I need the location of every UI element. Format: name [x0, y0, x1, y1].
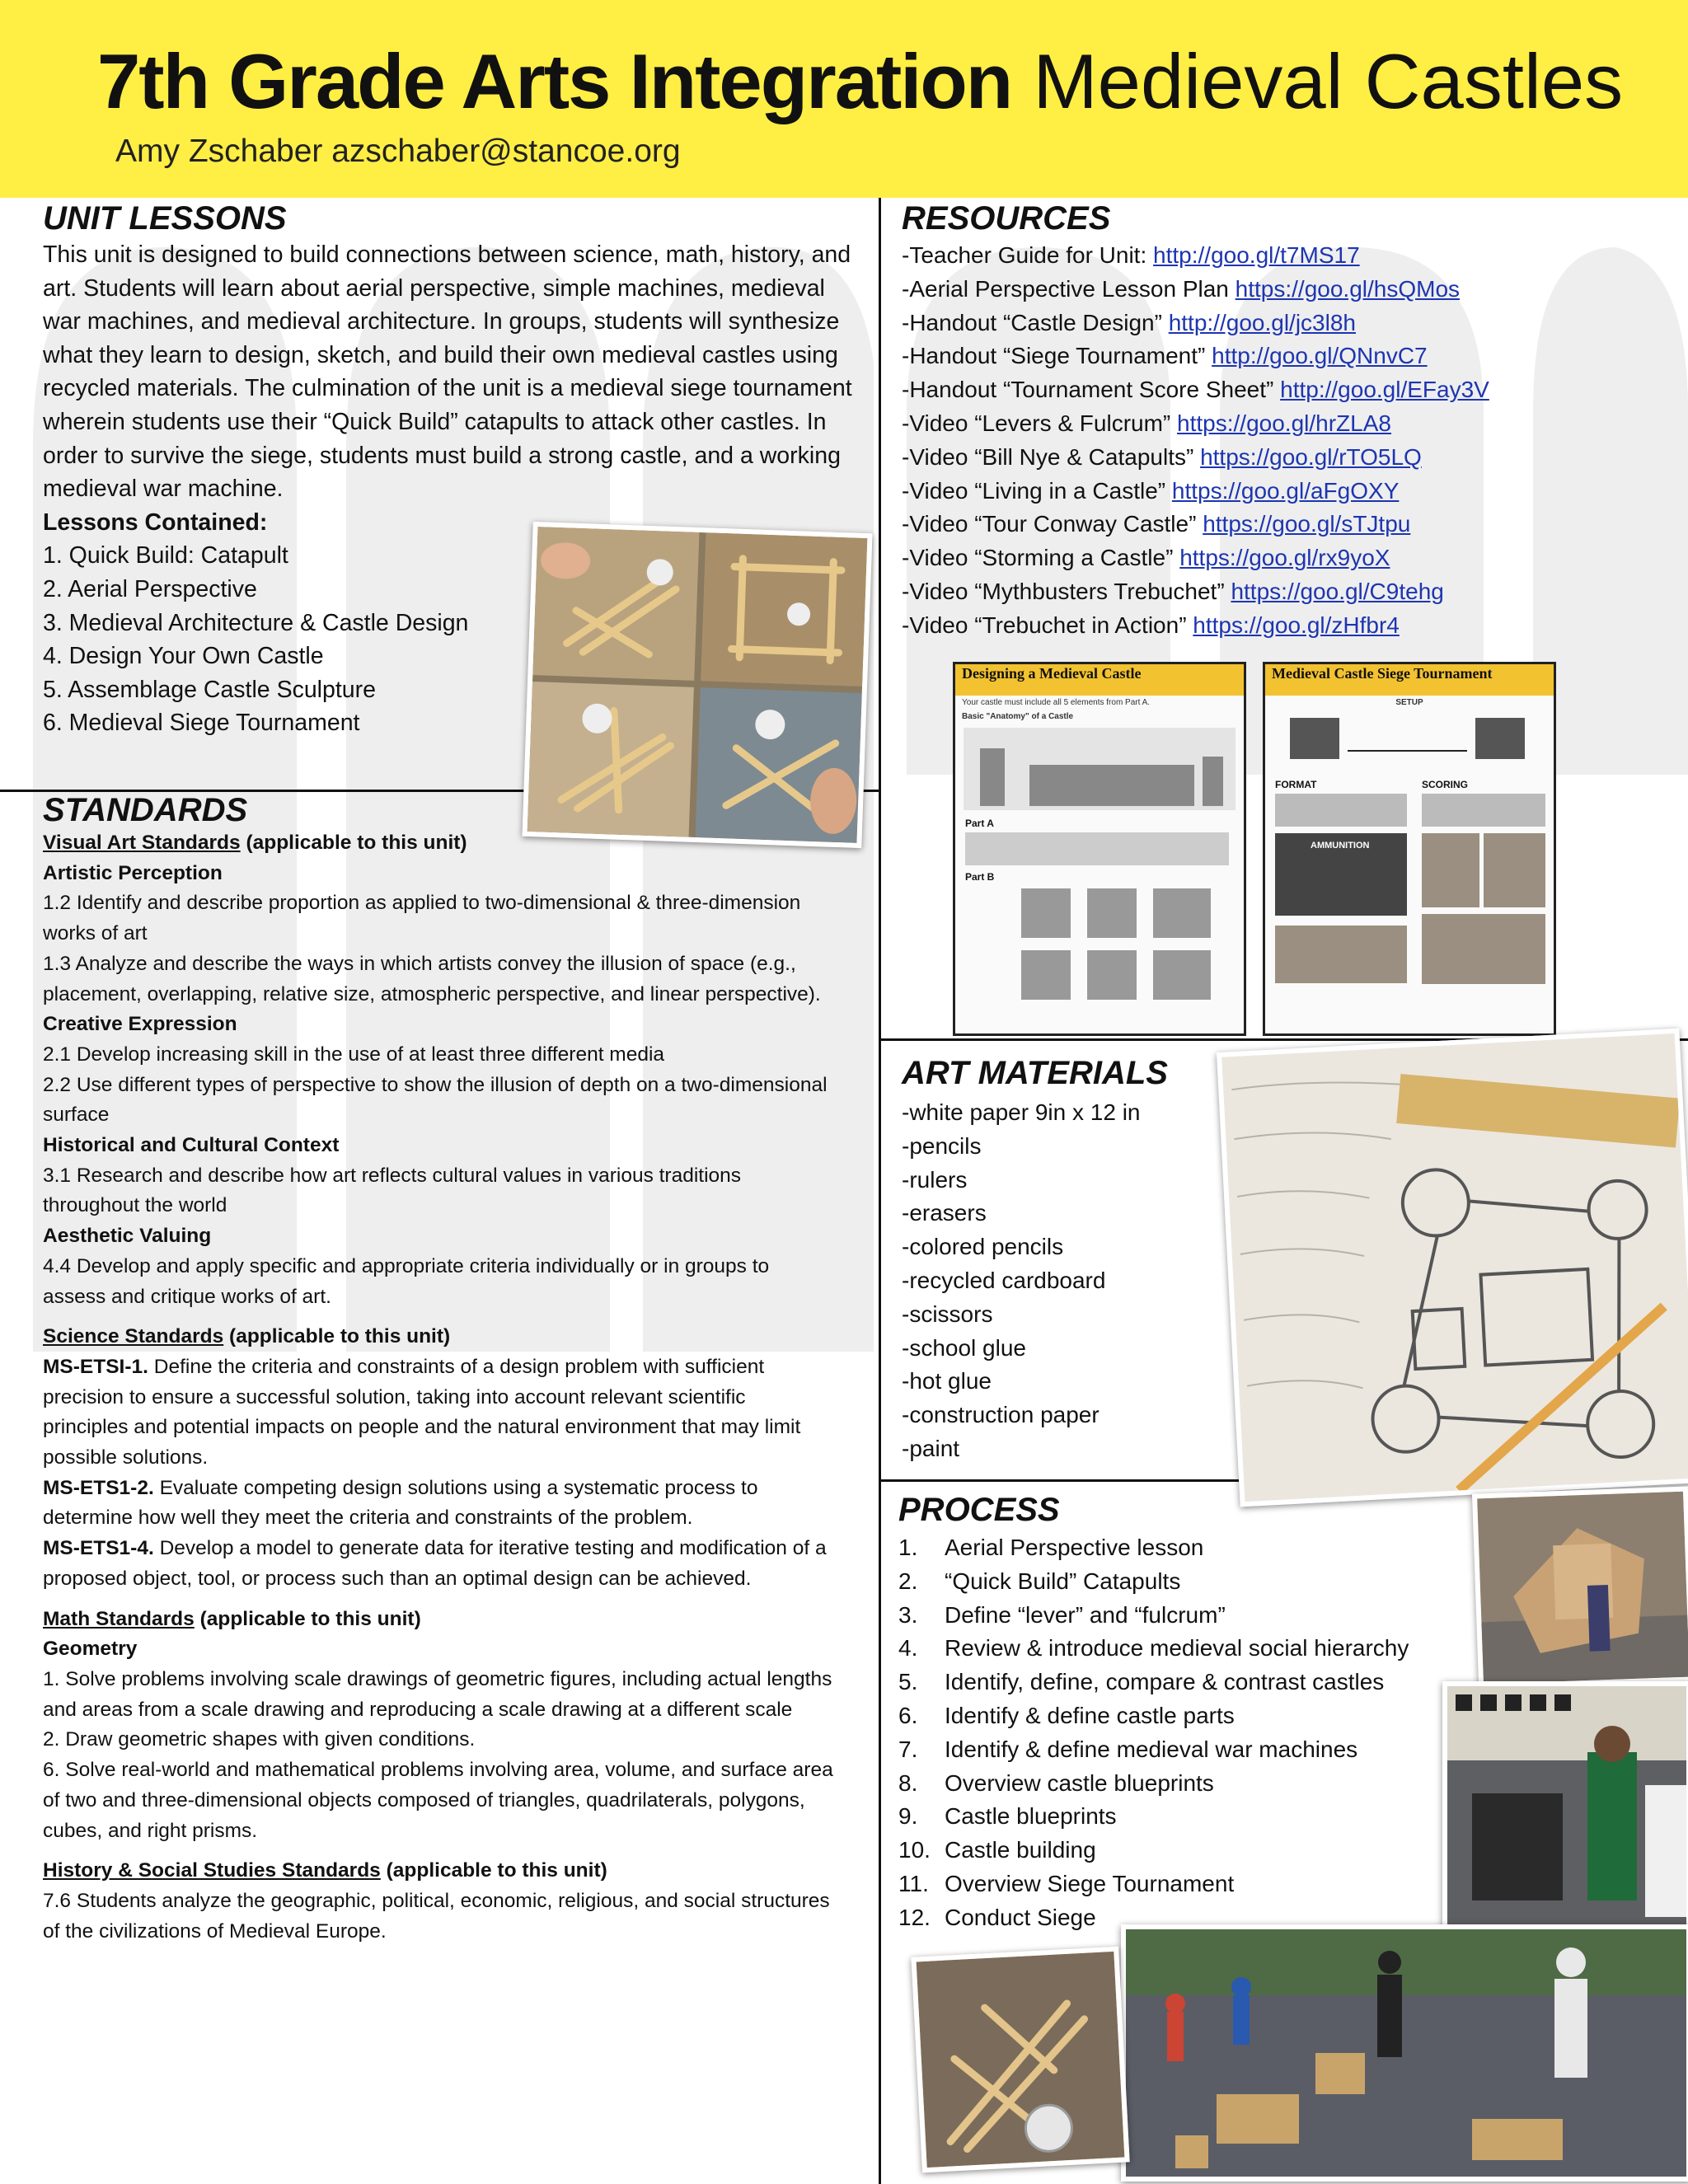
standards-section	[43, 792, 834, 1947]
step-text: Aerial Perspective lesson	[945, 1535, 1204, 1560]
list-item	[898, 1632, 1492, 1666]
list-item: -recycled cardboard	[902, 1267, 1106, 1293]
list-item: 5. Assemblage Castle Sculpture	[43, 676, 376, 703]
standard-item: 4.4 Develop and apply specific and appropriate criteria individually or in groups to assess and critique works of art.	[43, 1254, 770, 1308]
resource-label: -Aerial Perspective Lesson Plan	[902, 275, 1236, 302]
page-header	[0, 0, 1688, 198]
resource-label: -Handout “Siege Tournament”	[902, 343, 1212, 369]
standard-item	[43, 1474, 834, 1534]
math-standards-suffix: (applicable to this unit)	[194, 1607, 421, 1630]
step-text: Overview castle blueprints	[945, 1769, 1214, 1796]
handout-title: Designing a Medieval Castle	[955, 664, 1244, 696]
resource-label: -Video “Storming a Castle”	[902, 545, 1180, 571]
standard-text: Define the criteria and constraints of a design problem with sufficient precision to ensure a successful solution, taking into account relevant scientific principles and potential impacts on people and the natural environment that may limit possible solutions.	[43, 1355, 801, 1469]
siege-tournament-handout-thumbnail	[1263, 662, 1556, 1036]
standard-item: 2. Draw geometric shapes with given conditions.	[43, 1728, 476, 1751]
catapult-closeup-photo	[911, 1947, 1129, 2173]
list-item	[898, 1800, 1492, 1834]
resource-link[interactable]: https://goo.gl/hrZLA8	[1177, 410, 1391, 436]
list-item: -scissors	[902, 1301, 993, 1327]
handout-format-label: FORMAT	[1275, 779, 1317, 790]
resource-label: -Handout “Castle Design”	[902, 309, 1169, 335]
page-title	[97, 38, 1624, 124]
standards-heading: STANDARDS	[43, 792, 248, 828]
author-line: Amy Zschaber azschaber@stancoe.org	[115, 134, 681, 169]
science-standards-suffix: (applicable to this unit)	[223, 1325, 451, 1348]
standard-group-heading: Historical and Cultural Context	[43, 1134, 340, 1157]
resource-label: -Video “Bill Nye & Catapults”	[902, 443, 1201, 470]
history-standards-suffix: (applicable to this unit)	[380, 1859, 607, 1882]
standard-group-heading: Artistic Perception	[43, 861, 223, 884]
list-item: -erasers	[902, 1200, 987, 1226]
step-text: Castle building	[945, 1837, 1096, 1863]
resource-label: -Video “Trebuchet in Action”	[902, 612, 1193, 638]
step-number: 12.	[898, 1904, 931, 1930]
list-item	[898, 1599, 1492, 1633]
list-item: 1. Quick Build: Catapult	[43, 542, 288, 569]
standard-group-heading: Creative Expression	[43, 1013, 237, 1036]
step-number: 7.	[898, 1736, 918, 1762]
resource-label: -Teacher Guide for Unit:	[902, 242, 1154, 268]
resource-label: -Video “Living in a Castle”	[902, 477, 1172, 504]
castle-sculpture-photo	[1472, 1487, 1688, 1690]
standard-text: Develop a model to generate data for iterative testing and modification of a proposed object, tool, or process such than an optimal design can be achieved.	[43, 1537, 827, 1590]
resources-list	[902, 239, 1676, 643]
handout-subtitle: Basic "Anatomy" of a Castle	[962, 712, 1074, 721]
step-number: 2.	[898, 1568, 918, 1594]
list-item	[902, 307, 1676, 340]
history-standards-title: History & Social Studies Standards	[43, 1859, 381, 1882]
resource-link[interactable]: https://goo.gl/sTJtpu	[1203, 511, 1411, 537]
list-item: -school glue	[902, 1334, 1026, 1361]
resource-link[interactable]: https://goo.gl/hsQMos	[1235, 275, 1461, 302]
list-item: 3. Medieval Architecture & Castle Design	[43, 609, 469, 636]
step-number: 10.	[898, 1837, 931, 1863]
list-item: -rulers	[902, 1166, 968, 1193]
process-list	[898, 1531, 1492, 1935]
step-text: Conduct Siege	[945, 1904, 1096, 1930]
standard-code: MS-ETSI-1.	[43, 1355, 148, 1378]
standard-group-heading: Geometry	[43, 1638, 138, 1661]
list-item	[902, 340, 1676, 373]
standard-item: 1. Solve problems involving scale drawings of geometric figures, including actual lengths and areas from a scale drawing and reproducing a scale drawing at a different scale	[43, 1667, 832, 1721]
step-text: “Quick Build” Catapults	[945, 1568, 1181, 1594]
resources-section	[902, 200, 1676, 643]
resource-link[interactable]: https://goo.gl/C9tehg	[1231, 578, 1444, 604]
resource-label: -Video “Levers & Fulcrum”	[902, 410, 1178, 436]
step-number: 8.	[898, 1769, 918, 1796]
resource-label: -Video “Tour Conway Castle”	[902, 511, 1203, 537]
resource-link[interactable]: https://goo.gl/rx9yoX	[1179, 545, 1390, 571]
resource-link[interactable]: http://goo.gl/t7MS17	[1153, 242, 1360, 268]
resource-link[interactable]: http://goo.gl/EFay3V	[1280, 377, 1489, 403]
title-bold: 7th Grade Arts Integration	[97, 38, 1012, 124]
step-text: Overview Siege Tournament	[945, 1870, 1235, 1896]
list-item	[898, 1531, 1492, 1565]
process-section	[898, 1492, 1492, 1935]
castle-design-handout-thumbnail	[953, 662, 1246, 1036]
list-item	[898, 1834, 1492, 1868]
step-number: 3.	[898, 1601, 918, 1628]
standard-code: MS-ETS1-4.	[43, 1537, 154, 1560]
handout-ammo-label: AMMUNITION	[1311, 841, 1370, 851]
list-item	[898, 1733, 1492, 1767]
list-item	[898, 1767, 1492, 1801]
handout-title: Medieval Castle Siege Tournament	[1265, 664, 1554, 696]
list-item: -hot glue	[902, 1368, 992, 1394]
art-materials-heading: ART MATERIALS	[902, 1055, 1168, 1091]
list-item	[902, 541, 1676, 575]
step-number: 9.	[898, 1803, 918, 1830]
title-subject: Medieval Castles	[1033, 38, 1624, 124]
svg-text:Part A: Part A	[965, 818, 994, 829]
visual-art-standards-suffix: (applicable to this unit)	[240, 832, 467, 854]
lessons-contained-heading: Lessons Contained:	[43, 509, 268, 536]
standard-item: 6. Solve real-world and mathematical problems involving area, volume, and surface area of two and three-dimensional objects composed of triangles, quadrilaterals, polygons, cubes, and right prisms.	[43, 1759, 833, 1842]
list-item	[902, 273, 1676, 307]
handout-setup-label: SETUP	[1395, 698, 1423, 707]
unit-lessons-paragraph: This unit is designed to build connections between science, math, history, and art. Students will learn about aerial perspective, simple machines, medieval war machines, and medieval architecture. In groups, students will synthesize what they learn to design, sketch, and build their own medieval castles using recycled materials. The culmination of the unit is a medieval siege tournament wherein students use their “Quick Build” catapults to attack other castles. In order to survive the siege, students must build a strong castle, and a working medieval war machine.	[43, 241, 852, 503]
step-number: 11.	[898, 1870, 929, 1896]
process-heading: PROCESS	[898, 1492, 1060, 1528]
resource-label: -Handout “Tournament Score Sheet”	[902, 377, 1281, 403]
standard-item: 1.2 Identify and describe proportion as applied to two-dimensional & three-dimension works of art	[43, 892, 801, 945]
standard-item: 1.3 Analyze and describe the ways in which artists convey the illusion of space (e.g., placement, overlapping, relative size, atmospheric perspective, and linear perspective).	[43, 952, 821, 1005]
classroom-students-photo	[1442, 1681, 1688, 1930]
list-item	[902, 407, 1676, 441]
list-item	[902, 508, 1676, 541]
list-item	[898, 1666, 1492, 1699]
science-standards-title: Science Standards	[43, 1325, 224, 1348]
handout-scoring-label: SCORING	[1422, 779, 1469, 790]
unit-lessons-heading: UNIT LESSONS	[43, 200, 287, 237]
list-item: 6. Medieval Siege Tournament	[43, 710, 360, 737]
siege-diagram-illustration	[1265, 710, 1554, 1006]
list-item: -paint	[902, 1435, 960, 1461]
step-text: Review & introduce medieval social hierarchy	[945, 1635, 1409, 1661]
step-number: 1.	[898, 1535, 918, 1560]
list-item	[902, 475, 1676, 509]
list-item	[898, 1565, 1492, 1599]
step-number: 4.	[898, 1635, 918, 1661]
history-standards	[43, 1856, 834, 1947]
step-text: Identify & define castle parts	[945, 1702, 1235, 1728]
list-item	[898, 1868, 1492, 1901]
math-standards	[43, 1605, 834, 1847]
standard-text: Evaluate competing design solutions using a systematic process to determine how well they meet the criteria and constraints of the problem.	[43, 1476, 758, 1530]
standard-item	[43, 1352, 834, 1474]
step-text: Identify, define, compare & contrast castles	[945, 1669, 1385, 1695]
standard-group-heading: Aesthetic Valuing	[43, 1225, 212, 1248]
resource-link[interactable]: http://goo.gl/QNnvC7	[1212, 343, 1428, 369]
list-item	[902, 575, 1676, 609]
science-standards	[43, 1322, 834, 1594]
svg-text:Part B: Part B	[965, 871, 995, 883]
list-item	[898, 1699, 1492, 1733]
resource-link[interactable]: http://goo.gl/jc3l8h	[1168, 309, 1356, 335]
step-number: 5.	[898, 1669, 918, 1695]
catapult-collage-photo	[522, 522, 872, 848]
standard-code: MS-ETS1-2.	[43, 1476, 154, 1499]
list-item: -colored pencils	[902, 1234, 1064, 1260]
handout-line: Your castle must include all 5 elements from Part A.	[962, 698, 1151, 707]
list-item: -pencils	[902, 1132, 982, 1159]
step-text: Castle blueprints	[945, 1803, 1117, 1830]
list-item	[902, 441, 1676, 475]
column-divider	[879, 198, 881, 2184]
visual-art-standards-title: Visual Art Standards	[43, 832, 241, 854]
list-item: -white paper 9in x 12 in	[902, 1099, 1141, 1125]
list-item	[902, 373, 1676, 407]
resource-label: -Video “Mythbusters Trebuchet”	[902, 578, 1231, 604]
step-text: Identify & define medieval war machines	[945, 1736, 1358, 1762]
list-item: -construction paper	[902, 1402, 1100, 1428]
list-item: 4. Design Your Own Castle	[43, 643, 324, 670]
standard-item: 7.6 Students analyze the geographic, political, economic, religious, and social structures of the civilizations of Medieval Europe.	[43, 1889, 830, 1943]
standard-item	[43, 1534, 834, 1594]
resource-link[interactable]: https://goo.gl/aFgOXY	[1171, 477, 1400, 504]
list-item: 2. Aerial Perspective	[43, 575, 257, 602]
math-standards-title: Math Standards	[43, 1607, 195, 1630]
step-text: Define “lever” and “fulcrum”	[945, 1601, 1226, 1628]
resource-link[interactable]: https://goo.gl/zHfbr4	[1193, 612, 1400, 638]
list-item	[902, 239, 1676, 273]
standard-item: 2.1 Develop increasing skill in the use of at least three different media	[43, 1043, 665, 1066]
standard-item: 3.1 Research and describe how art reflects cultural values in various traditions throughout the world	[43, 1164, 742, 1217]
resources-heading: RESOURCES	[902, 200, 1111, 237]
siege-tournament-photo	[1121, 1924, 1688, 2182]
castle-blueprint-sketch-photo	[1217, 1029, 1688, 1507]
visual-art-standards	[43, 828, 834, 1312]
resource-link[interactable]: https://goo.gl/rTO5LQ	[1200, 443, 1422, 470]
list-item	[902, 609, 1676, 643]
castle-anatomy-illustration	[955, 724, 1244, 1020]
standard-item: 2.2 Use different types of perspective to show the illusion of depth on a two-dimensional surface	[43, 1073, 828, 1127]
step-number: 6.	[898, 1702, 918, 1728]
